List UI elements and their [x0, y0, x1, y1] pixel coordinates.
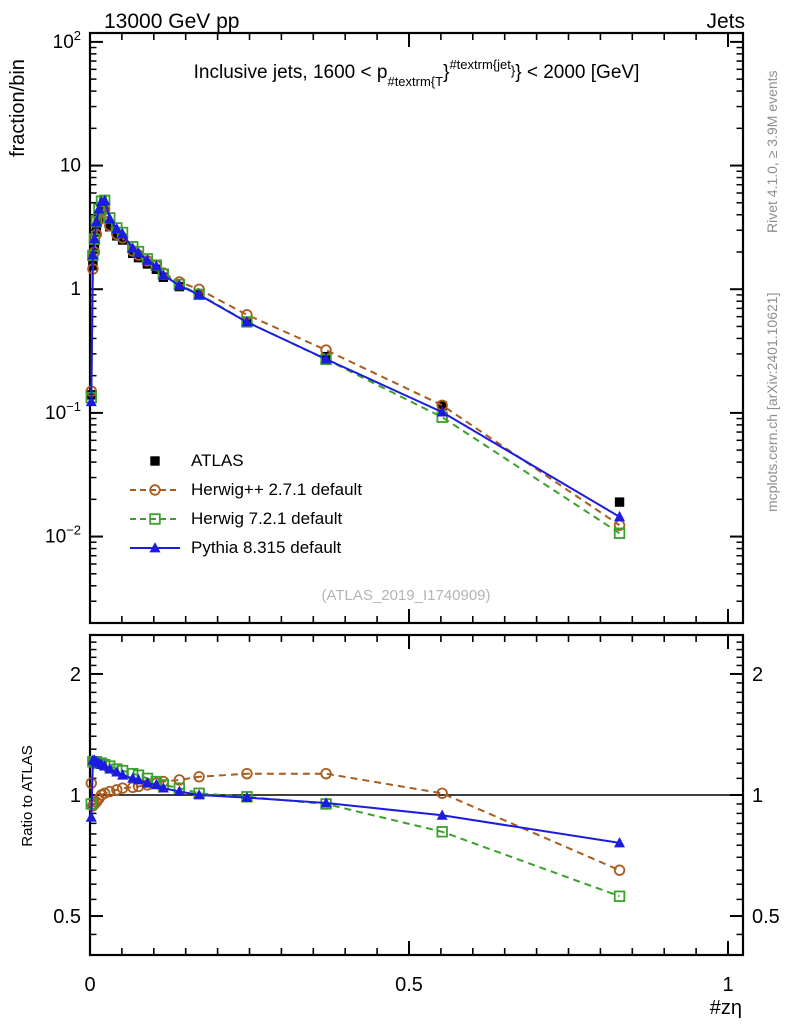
title-part-subscript: #textrm{T [387, 74, 444, 89]
legend-item-herwig7 [128, 504, 362, 533]
header-left: 13000 GeV pp [104, 10, 240, 33]
legend-item-atlas [128, 446, 362, 475]
pythia-marker-swatch [128, 539, 182, 557]
title-part-superscript: #textrm{jet [449, 57, 511, 72]
legend-item-pythia [128, 533, 362, 562]
y-axis-label-main: fraction/bin [7, 59, 29, 157]
header-right: Jets [706, 10, 745, 33]
panel-title [90, 57, 743, 89]
legend-label: Herwig++ 2.7.1 default [191, 479, 363, 499]
y-axis-label-ratio: Ratio to ATLAS [19, 745, 36, 847]
herwigpp-marker-swatch [128, 481, 182, 499]
svg-text:102: $10^2$ [52, 27, 81, 53]
svg-text:10: 10 [59, 155, 81, 177]
legend-item-herwigpp [128, 475, 362, 504]
title-part: } [443, 62, 450, 83]
svg-text:1: 1 [69, 785, 81, 807]
svg-text:0.5: 0.5 [53, 906, 81, 929]
svg-text:2: 2 [752, 663, 764, 686]
legend-label: ATLAS [191, 450, 244, 470]
atlas-marker-swatch [128, 452, 182, 470]
analysis-watermark: (ATLAS_2019_I1740909) [321, 587, 491, 604]
mcplots-caption: mcplots.cern.ch [arXiv:2401.10621] [764, 292, 780, 512]
title-part: Inclusive jets, 1600 < p [193, 62, 388, 83]
svg-text:1: 1 [752, 785, 764, 807]
herwig7-marker-swatch [128, 510, 182, 528]
svg-text:10−2: $10^{-2}$ [45, 522, 81, 548]
title-part: } [515, 62, 522, 83]
svg-text:0.5: 0.5 [752, 906, 780, 929]
title-part: < 2000 [GeV] [521, 62, 640, 83]
legend-label: Pythia 8.315 default [191, 537, 342, 557]
legend [128, 446, 362, 562]
x-axis-label: #zη [709, 997, 742, 1019]
svg-text:1: 1 [70, 279, 81, 301]
svg-text:2: 2 [69, 663, 81, 686]
svg-text:10−1: $10^{-1}$ [45, 398, 81, 424]
title-part: } [510, 63, 516, 78]
rivet-version-caption: Rivet 4.1.0, ≥ 3.9M events [764, 70, 780, 233]
svg-text:1: 1 [722, 974, 734, 996]
svg-text:0.5: 0.5 [395, 974, 423, 996]
svg-text:0: 0 [84, 974, 96, 996]
legend-label: Herwig 7.2.1 default [191, 508, 343, 528]
